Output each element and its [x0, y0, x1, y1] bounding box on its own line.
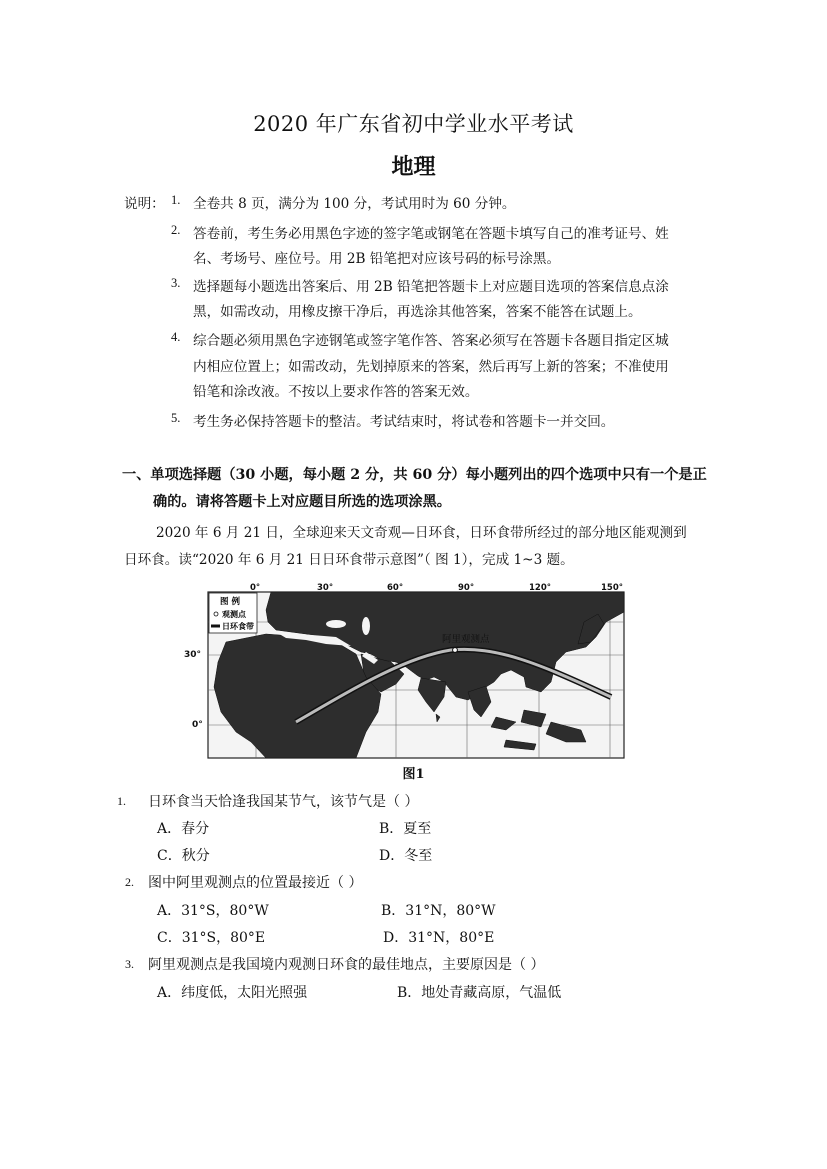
option-a[interactable]: A．31°S，80°W — [157, 903, 269, 919]
instruction-num: 4. — [171, 330, 181, 344]
lon-label: 30° — [317, 583, 334, 593]
instruction-num: 3. — [171, 276, 181, 290]
lat-label: 0° — [192, 720, 203, 730]
instruction-line: 铅笔和涂改液。不按以上要求作答的答案无效。 — [193, 384, 479, 400]
lon-label: 60° — [387, 583, 404, 593]
lon-label: 150° — [601, 583, 623, 593]
legend-band-label: 日环食带 — [222, 622, 254, 631]
lat-label: 30° — [184, 650, 202, 660]
option-c[interactable]: C．秋分 — [157, 848, 210, 864]
question-number: 2. — [125, 875, 134, 889]
instruction-line: 答卷前，考生务必用黑色字迹的签字笔或钢笔在答题卡填写自己的准考证号、姓 — [193, 226, 669, 242]
option-a[interactable]: A．纬度低，太阳光照强 — [157, 985, 308, 1001]
instruction-line: 全卷共 8 页，满分为 100 分，考试用时为 60 分钟。 — [193, 196, 516, 212]
instruction-num: 1. — [171, 193, 181, 207]
option-b[interactable]: B．地处青藏高原，气温低 — [397, 985, 562, 1001]
instruction-line: 综合题必须用黑色字迹钢笔或签字笔作答、答案必须写在答题卡各题目指定区城 — [193, 333, 669, 349]
section-heading: 一、单项选择题（30 小题，每小题 2 分，共 60 分）每小题列出的四个选项中只有一个是正 — [122, 467, 707, 483]
intro-text: 2020 年 6 月 21 日，全球迎来天文奇观—日环食，日环食带所经过的部分地区能观测到 — [156, 525, 687, 541]
question-number: 3. — [125, 957, 134, 971]
section-heading-cont: 确的。请将答题卡上对应题目所选的选项涂黑。 — [153, 494, 451, 510]
exam-title: 2020 年广东省初中学业水平考试 — [253, 112, 574, 136]
eclipse-map-figure — [184, 582, 626, 760]
map-legend — [209, 593, 257, 633]
lon-label: 0° — [250, 583, 261, 593]
legend-point-icon — [214, 612, 218, 616]
option-d[interactable]: D．冬至 — [379, 848, 433, 864]
option-d[interactable]: D．31°N，80°E — [383, 930, 495, 946]
figure-caption: 图1 — [402, 767, 425, 782]
question-stem: 阿里观测点是我国境内观测日环食的最佳地点，主要原因是（ ） — [148, 957, 545, 973]
instruction-line: 考生务必保持答题卡的整洁。考试结束时，将试卷和答题卡一并交回。 — [193, 414, 615, 430]
ali-observation-point — [453, 648, 458, 653]
eclipse-map — [206, 582, 626, 760]
subject-title: 地理 — [391, 154, 436, 180]
ali-point-label: 阿里观测点 — [442, 634, 490, 645]
option-c[interactable]: C．31°S，80°E — [157, 930, 266, 946]
instruction-num: 5. — [171, 411, 181, 425]
instruction-line: 内相应位置上；如需改动，先划掉原来的答案，然后再写上新的答案；不准使用 — [193, 359, 669, 375]
option-a[interactable]: A．春分 — [157, 821, 210, 837]
intro-text-cont: 日环食。读“2020 年 6 月 21 日日环食带示意图”（ 图 1），完成 1~3 题。 — [124, 552, 574, 568]
question-number: 1. — [117, 794, 126, 808]
instruction-line: 名、考场号、座位号。用 2B 铅笔把对应该号码的标号涂黑。 — [193, 251, 561, 267]
option-b[interactable]: B．31°N，80°W — [381, 903, 496, 919]
question-stem: 图中阿里观测点的位置最接近（ ） — [148, 875, 363, 891]
question-stem: 日环食当天恰逢我国某节气，该节气是（ ） — [148, 794, 419, 810]
option-b[interactable]: B．夏至 — [379, 821, 432, 837]
instruction-line: 选择题每小题选出答案后、用 2B 铅笔把答题卡上对应题目选项的答案信息点涂 — [193, 279, 669, 295]
legend-title: 图 例 — [220, 597, 240, 607]
lon-label: 90° — [458, 583, 475, 593]
instruction-num: 2. — [171, 223, 181, 237]
legend-point-label: 观测点 — [222, 610, 246, 619]
lon-label: 120° — [529, 583, 551, 593]
instructions-lead: 说明： — [124, 196, 165, 212]
instruction-line: 黑，如需改动，用橡皮擦干净后，再选涂其他答案，答案不能答在试题上。 — [193, 304, 642, 320]
